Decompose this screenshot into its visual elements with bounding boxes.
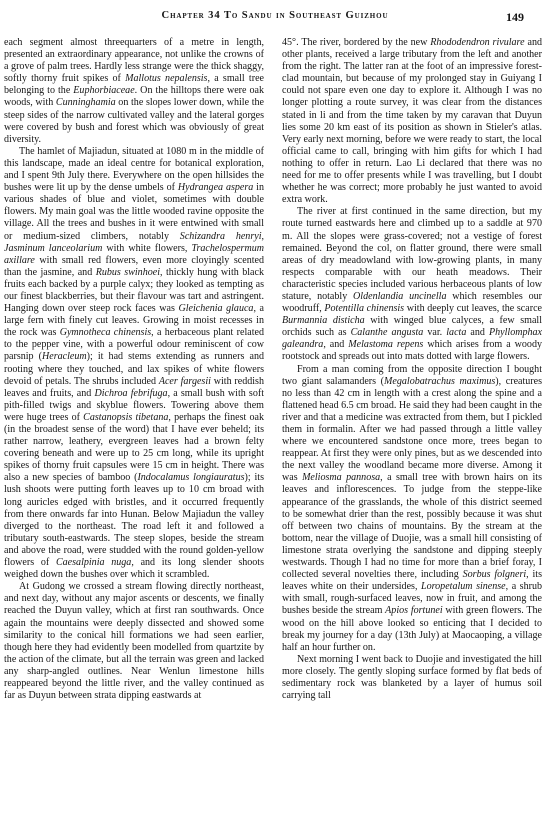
right-paragraph-2: The river at first continued in the same direction, but my route turned eastwards here and climbed up to a saddle at 970 m. All the slopes were grass-covered; not a vestige of forest remained. Beyond the col, on flatter ground, there were small areas of dry meadowland with low-growing plants, in many respects comparable with our heath meadows. Their characteristic species included various herbaceous plants of low stature, notably Oldenlandia uncinella which resembles our woodruff, Potentilla chinensis with deeply cut leaves, the scarce Burmannia disticha with winged blue calyces, a few small orchids such as Calanthe angusta var. lacta and Phyllomphax galeandra, and Melastoma repens which arises from a woody rootstock and spreads out into mats dotted with large flowers. bbox=[282, 206, 543, 363]
right-column bbox=[282, 37, 542, 702]
left-paragraph-2: The hamlet of Majiadun, situated at 1080 m in the middle of this landscape, made an ideal centre for botanical exploration, and I spent 9th July there. Everywhere on the open hillsides the bushes were lit up by the dense umbels of Hydrangea aspera in various shades of blue and violet, sometimes with double flowers. My main goal was the little wooded ravine opposite the village. All the trees and bushes in it were entwined with small or medium-sized climbers, notably Schizandra henryi, Jasminum lanceolarium with white flowers, Trachelospermum axillare with small red flowers, even more cloyingly scented than the jasmine, and Rubus swinhoei, thickly hung with black fruits each backed by a purple calyx; they looked as tempting as our finest blackberries, but their flavour was tart and astringent. Hanging down over steep rock faces was Gleichenia glauca, a large fern with finely cut leaves. Growing in moist recesses in the rock was Gymnotheca chinensis, a herbaceous plant related to the pepper vine, with a powerful odour reminiscent of cow parsnip (Heracleum); it had stems extending as runners and rooting where they touched, and lax spikes of white flowers devoid of petals. The shrubs included Acer fargesii with reddish leaves and fruits, and Dichroa febrifuga, a small bush with soft pith-filled twigs and skyblue flowers. Towering above them were huge trees of Castanopsis tibetana, perhaps the finest oak (in the broadest sense of the word) that I have ever beheld; its rather narrow, leathery, evergreen leaves had a brown felty covering beneath and were up to 25 cm long, while its upright spikes of thorny fruit capsules were 15 cm in height. There was also a new species of bamboo (Indocalamus longiauratus); its lush shoots were putting forth leaves up to 10 cm broad with long auricles edged with bristles, and it occurred frequently from there onwards far into Hunan. Below Majiadun the valley diverged to the northeast. The road left it and followed a tributary south-eastwards. The steep slopes, beside the stream and above the road, were studded with the round golden-yellow flowers of Caesalpinia nuga, and its long slender shoots weighed down the bushes over which it scrambled. bbox=[4, 145, 265, 581]
right-paragraph-3: From a man coming from the opposite direction I bought two giant salamanders (Megalobatrachus maximus), creatures no less than 42 cm in length with a crest along the spine and a flattened head 6.5 cm broad. He said they had been caught in the river and that a medicine was extracted from them, but I pickled them in formalin. After we had passed through a little valley where we encountered sandstone once more, trees began to reappear. At first they were only pines, but as we descended into the next valley the woodland became more diverse. Among it was Meliosma pannosa, a small tree with brown hairs on its leaves and inflorescences. To judge from the steppe-like appearance of the grasslands, the whole of this district seemed to be somewhat drier than the rest, possibly because it was shut off between two chains of mountains. By the stream at the bottom, near the village of Duojie, was a small hill consisting of limestone strata overlying the sandstone and dipping steeply westwards. Though I had no time for more than a brief foray, I collected several novelties there, including Sorbus folgneri, its leaves white on their undersides, Loropetalum sinense, a shrub with small, rough-surfaced leaves, now in fruit, and among the bushes beside the stream Apios fortunei with green flowers. The wood on the hill above looked so enticing that I decided to break my journey for a day (13th July) at Maocaoping, a village half an hour further on. bbox=[282, 363, 543, 653]
page-number: 149 bbox=[506, 10, 524, 24]
running-title: Chapter 34 To Sandu in Southeast Guizhou bbox=[161, 10, 389, 21]
left-paragraph-3: At Gudong we crossed a stream flowing directly northeast, and next day, without any major ascents or descents, we finally reached the Duyun valley, which at first ran southwards. Once again the mountains were deeply dissected and showed some similarity to the conical hill formations we had seen earlier, though here they had evidently been modelled from quartzite by the action of the climate, but all the terrain was green and lacked any sharp-angled outlines. Near Wenlun limestone hills reappeared beyond the little river, and the valley continued as far as Duyun between strata dipping eastwards at bbox=[4, 581, 264, 702]
running-head bbox=[0, 10, 550, 26]
right-paragraph-4: Next morning I went back to Duojie and investigated the hill more closely. The gently sloping surface formed by flat beds of sedimentary rock was blanketed by a layer of humus soil carrying tall bbox=[282, 653, 542, 702]
left-column bbox=[4, 37, 264, 702]
right-paragraph-1: 45°. The river, bordered by the new Rhododendron rivulare and other plants, received a large tributary from the left and another from the right. The latter ran at the foot of an impressive forest-clad mountain, but because of my prolonged stay in Guiyang I could not spare even one day to explore it. Although I was no longer plotting a route survey, it was clear from the distances stated in li and from the time taken by my caravan that Duyun lies some 20 km east of its position as shown in Stieler's atlas. Very early next morning, before we were ready to start, the local official came to call, bringing with him gifts for which I had nothing to offer in return. Lao Li declared that there was no need for me to offer presents while I was travelling, but I doubt whether he was correct; more probably he just wanted to avoid extra work. bbox=[282, 37, 542, 206]
left-paragraph-1: each segment almost threequarters of a metre in length, presented an extraordinary appearance, not unlike the crowns of a grove of palm trees. Hardly less strange were the thick shaggy, softly thorny fruit spikes of Mallotus nepalensis, a small tree belonging to the Euphorbiaceae. On the hilltops there were oak woods, with Cunninghamia on the slopes lower down, while the steep sides of the narrow cultivated valley and the lateral gorges were covered by bush and forest which was obviously of great diversity. bbox=[4, 37, 264, 145]
